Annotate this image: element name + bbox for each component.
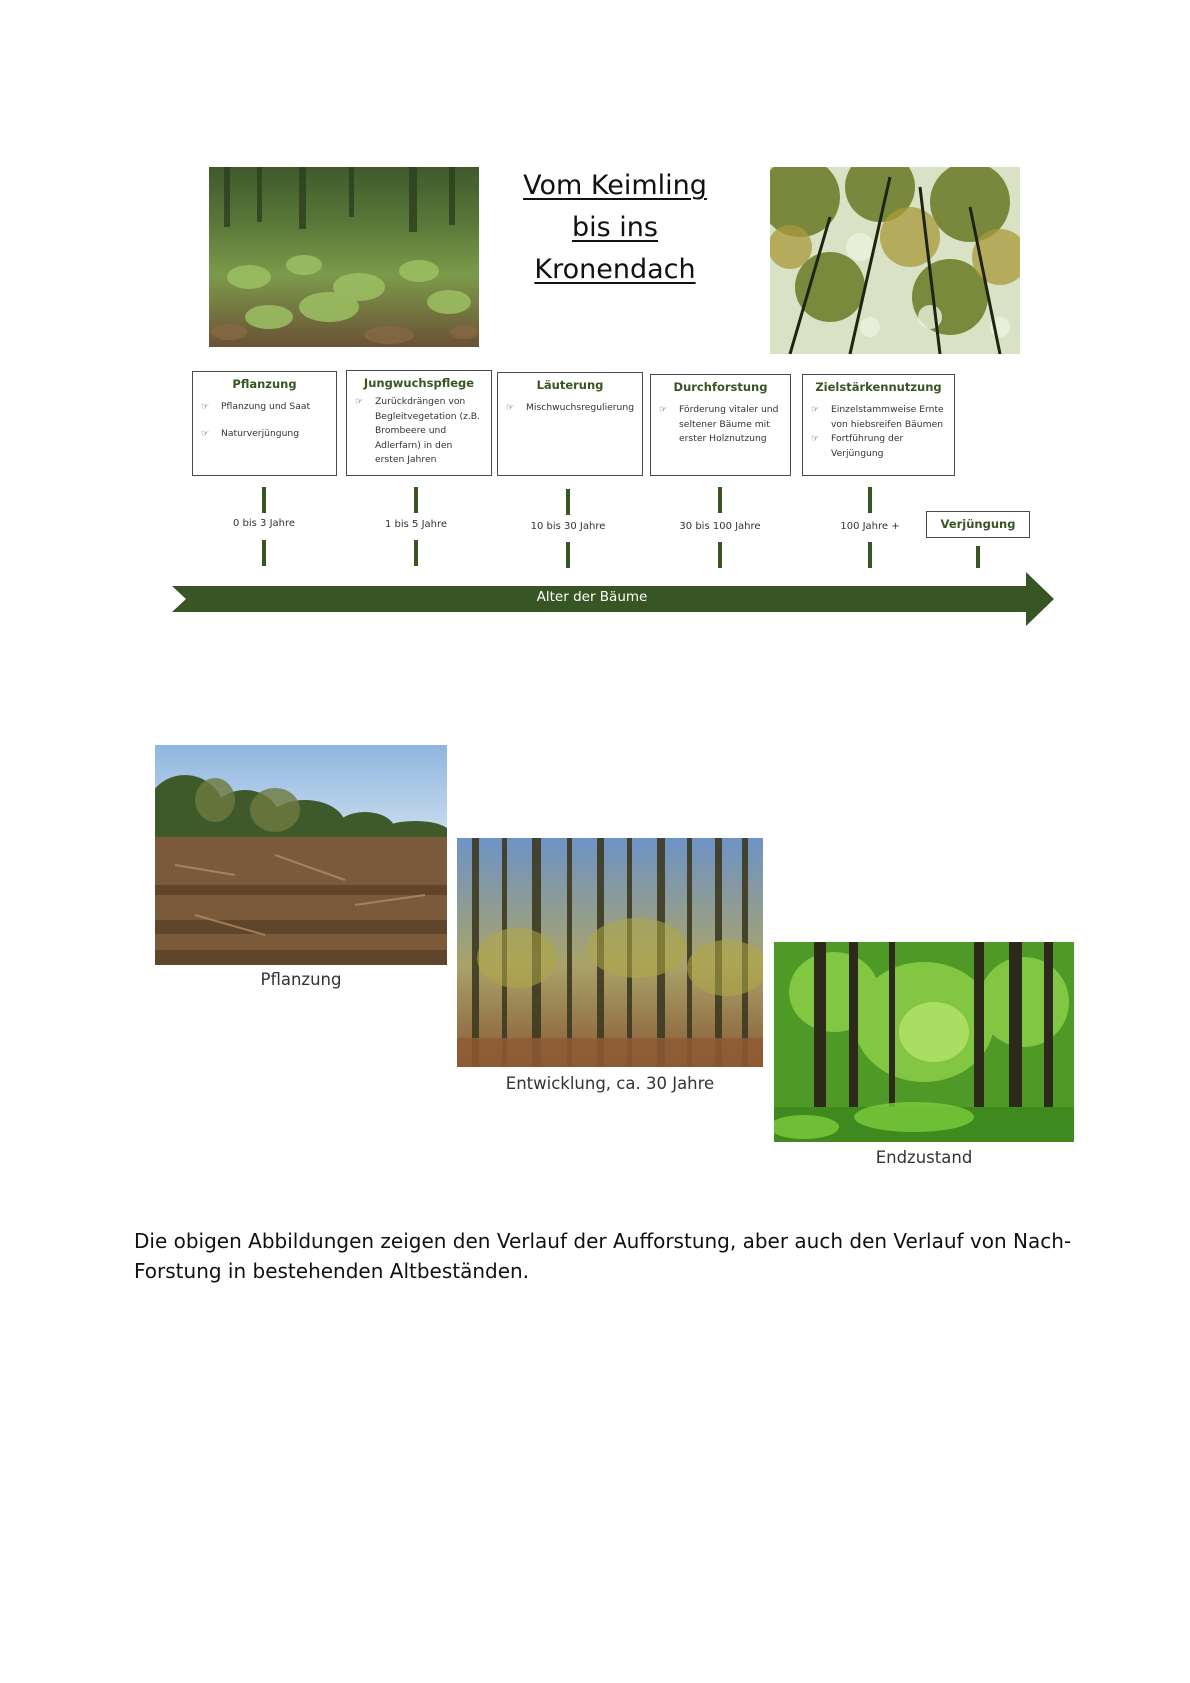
- tick-mark: [718, 487, 722, 513]
- tick-mark: [414, 540, 418, 566]
- young-forest-photo: [457, 838, 763, 1067]
- pointing-hand-icon: ☞: [201, 428, 210, 439]
- tick-mark: [566, 489, 570, 515]
- title-line-1: Vom Keimling: [523, 170, 707, 201]
- title-line-2: bis ins: [572, 212, 658, 243]
- verjuengung-box: Verjüngung: [926, 511, 1030, 538]
- tick-mark: [976, 546, 980, 568]
- age-label: 10 bis 30 Jahre: [530, 521, 606, 532]
- pointing-hand-icon: ☞: [811, 405, 820, 415]
- description-paragraph: Die obigen Abbildungen zeigen den Verlauf der Aufforstung, aber auch den Verlauf von Nach-Forstung in bestehenden Altbeständen.: [134, 1229, 1072, 1283]
- tree-canopy-photo: [770, 167, 1020, 354]
- pointing-hand-icon: ☞: [201, 402, 210, 412]
- age-label: 100 Jahre +: [840, 521, 900, 532]
- age-label: 1 bis 5 Jahre: [384, 519, 448, 530]
- age-label: 0 bis 3 Jahre: [232, 518, 296, 529]
- pointing-hand-icon: ☞: [811, 434, 820, 444]
- stage-box-pflanzung: [192, 371, 337, 476]
- stage-title: Jungwuchspflege: [363, 376, 475, 390]
- mature-green-forest-photo: [774, 942, 1074, 1142]
- tick-mark: [262, 487, 266, 513]
- clearcut-planting-photo: [155, 745, 447, 965]
- pointing-hand-icon: ☞: [506, 403, 515, 413]
- stage-item: ☞ Mischwuchsregulierung: [506, 401, 634, 416]
- age-timeline-arrow: [172, 572, 1054, 626]
- forest-floor-seedlings-photo: [209, 167, 479, 347]
- stage-item: ☞ Zurückdrängen von Begleitvegetation (z.B. Brombeere und Adlerfarn) in den ersten Jahren: [355, 396, 481, 465]
- tick-mark: [566, 542, 570, 568]
- tick-mark: [718, 542, 722, 568]
- age-label: 30 bis 100 Jahre: [679, 521, 761, 532]
- stage-item: ☞ Einzelstammweise Ernte von hiebsreifen Bäumen: [811, 404, 944, 430]
- stage-item: ☞ Pflanzung und Saat: [201, 400, 328, 415]
- caption-entwicklung: Entwicklung, ca. 30 Jahre: [505, 1074, 715, 1093]
- stage-box-laeuterung: [497, 372, 643, 476]
- caption-endzustand: Endzustand: [875, 1148, 973, 1167]
- pointing-hand-icon: ☞: [659, 405, 668, 415]
- stage-title: Pflanzung: [232, 377, 297, 391]
- stage-title: Läuterung: [536, 378, 604, 392]
- stage-box-durchforstung: [650, 374, 791, 476]
- tick-mark: [868, 487, 872, 513]
- stage-item: ☞ Naturverjüngung: [201, 427, 328, 442]
- arrow-label: Alter der Bäume: [536, 589, 648, 605]
- title-line-3: Kronendach: [534, 254, 696, 285]
- pointing-hand-icon: ☞: [355, 397, 364, 407]
- stage-title: Zielstärkennutzung: [815, 380, 942, 394]
- stage-item: ☞ Fortführung der Verjüngung: [811, 433, 904, 459]
- stage-box-zielstaerkennutzung: [802, 374, 955, 476]
- tick-mark: [414, 487, 418, 513]
- tick-mark: [262, 540, 266, 566]
- tick-mark: [868, 542, 872, 568]
- stage-item: ☞ Förderung vitaler und seltener Bäume mit erster Holznutzung: [659, 404, 779, 444]
- stage-title: Durchforstung: [673, 380, 768, 394]
- diagram-title: [500, 165, 730, 291]
- caption-pflanzung: Pflanzung: [260, 970, 342, 989]
- stage-box-jungwuchspflege: [346, 370, 492, 476]
